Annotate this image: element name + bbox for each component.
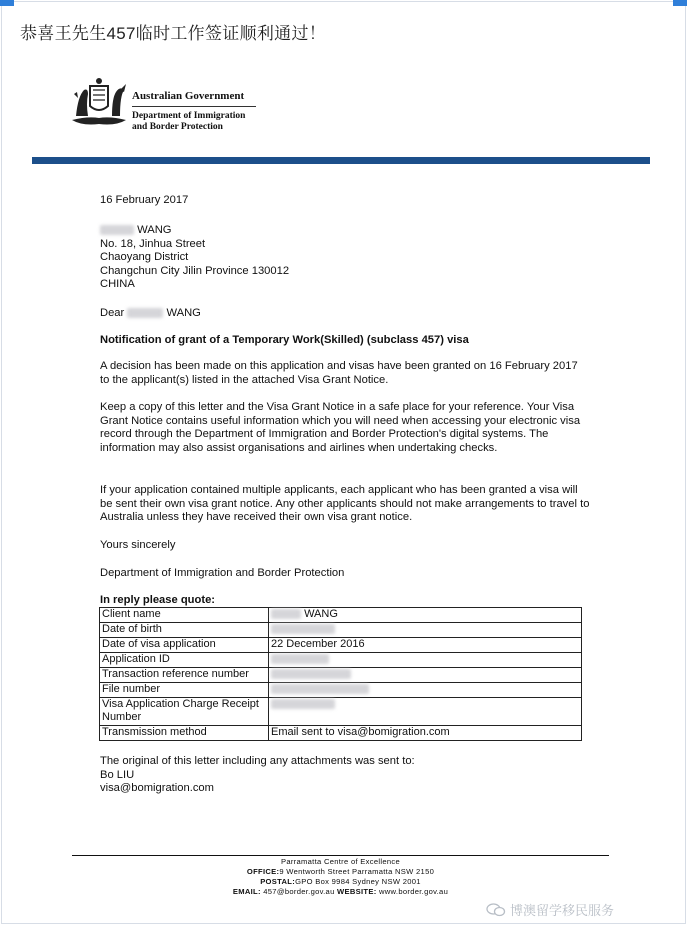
- table-value: [269, 683, 582, 698]
- table-label: Application ID: [100, 653, 269, 668]
- government-name: Australian Government: [132, 90, 245, 102]
- paragraph-multiple-applicants: If your application contained multiple applicants, each applicant who has been granted a visa will be sent their own visa grant notice. Any other applicants should not make arrangements to travel to Australia unless they have received their own visa grant notice.: [100, 484, 590, 524]
- table-label: File number: [100, 683, 269, 698]
- table-label: Visa Application Charge Receipt Number: [100, 698, 269, 726]
- letter-date: 16 February 2017: [100, 194, 189, 206]
- footer-office: OFFICE:9 Wentworth Street Parramatta NSW 2150: [246, 867, 435, 876]
- table-label: Date of visa application: [100, 638, 269, 653]
- address-line: No. 18, Jinhua Street: [100, 237, 206, 250]
- redacted-value: [271, 684, 369, 694]
- closing: Yours sincerely: [100, 539, 176, 551]
- redacted-name: [127, 308, 163, 318]
- coat-of-arms-icon: [68, 76, 130, 130]
- footer-postal: POSTAL:GPO Box 9984 Sydney NSW 2001: [260, 877, 421, 886]
- table-value: [269, 698, 582, 726]
- sent-to-email: visa@bomigration.com: [100, 782, 214, 795]
- table-value: [269, 668, 582, 683]
- signoff: Department of Immigration and Border Protection: [100, 567, 345, 579]
- footer-contact: EMAIL: 457@border.gov.au WEBSITE: www.border.gov.au: [232, 887, 449, 896]
- table-value: 22 December 2016: [269, 638, 582, 653]
- table-row: [100, 623, 582, 638]
- table-label: Transmission method: [100, 726, 269, 741]
- redacted-value: [271, 654, 329, 664]
- department-line-1: Department of Immigration: [132, 111, 246, 121]
- table-value: [269, 623, 582, 638]
- address-line: Changchun City Jilin Province 130012: [100, 264, 290, 277]
- headline: 恭喜王先生457临时工作签证顺利通过！: [20, 24, 327, 43]
- paragraph-decision: A decision has been made on this application and visas have been granted on 16 February 2017 to the applicant(s) listed in the attached Visa Grant Notice.: [100, 360, 578, 386]
- letter-subject: Notification of grant of a Temporary Work(Skilled) (subclass 457) visa: [100, 334, 469, 346]
- footer: [72, 857, 609, 897]
- sent-to-name: Bo LIU: [100, 768, 135, 781]
- recipient-name: WANG: [100, 224, 590, 238]
- quote-table: [99, 607, 582, 741]
- table-row: [100, 638, 582, 653]
- watermark-text: 博澳留学移民服务: [510, 903, 615, 918]
- table-row: [100, 726, 582, 741]
- redacted-value: [271, 609, 301, 619]
- table-row: [100, 698, 582, 726]
- table-value: [269, 653, 582, 668]
- table-label: Client name: [100, 608, 269, 623]
- redacted-value: [271, 699, 335, 709]
- watermark: [486, 900, 614, 919]
- footer-centre: Parramatta Centre of Excellence: [280, 857, 401, 866]
- salutation: Dear WANG: [100, 307, 201, 319]
- table-row: [100, 653, 582, 668]
- wechat-icon: [486, 903, 506, 917]
- letterhead-divider: [132, 106, 256, 107]
- frame-corner-left: [0, 0, 14, 6]
- redacted-name: [100, 225, 134, 235]
- table-row: [100, 668, 582, 683]
- table-value: Email sent to visa@bomigration.com: [269, 726, 582, 741]
- table-row: [100, 683, 582, 698]
- table-label: Date of birth: [100, 623, 269, 638]
- address-line: Chaoyang District: [100, 251, 189, 264]
- sent-to-block: [100, 755, 590, 796]
- footer-divider: [72, 855, 609, 856]
- recipient-address: [100, 224, 590, 292]
- table-value: WANG: [269, 608, 582, 623]
- address-line: CHINA: [100, 278, 135, 291]
- header-accent-bar: [32, 157, 650, 164]
- letterhead: [132, 90, 256, 133]
- department-line-2: and Border Protection: [132, 122, 223, 132]
- redacted-value: [271, 669, 351, 679]
- paragraph-keep-copy: Keep a copy of this letter and the Visa Grant Notice in a safe place for your reference. Your Visa Grant Notice contains useful information which you will need when accessing your electronic visa record through the Department of Immigration and Border Protection's digital systems. The information may also assist organisations and airlines when undertaking checks.: [100, 401, 581, 454]
- frame-corner-right: [673, 0, 687, 6]
- sent-to-line: The original of this letter including any attachments was sent to:: [100, 755, 415, 767]
- table-row: [100, 608, 582, 623]
- table-label: Transaction reference number: [100, 668, 269, 683]
- quote-heading: In reply please quote:: [100, 594, 216, 606]
- redacted-value: [271, 624, 335, 634]
